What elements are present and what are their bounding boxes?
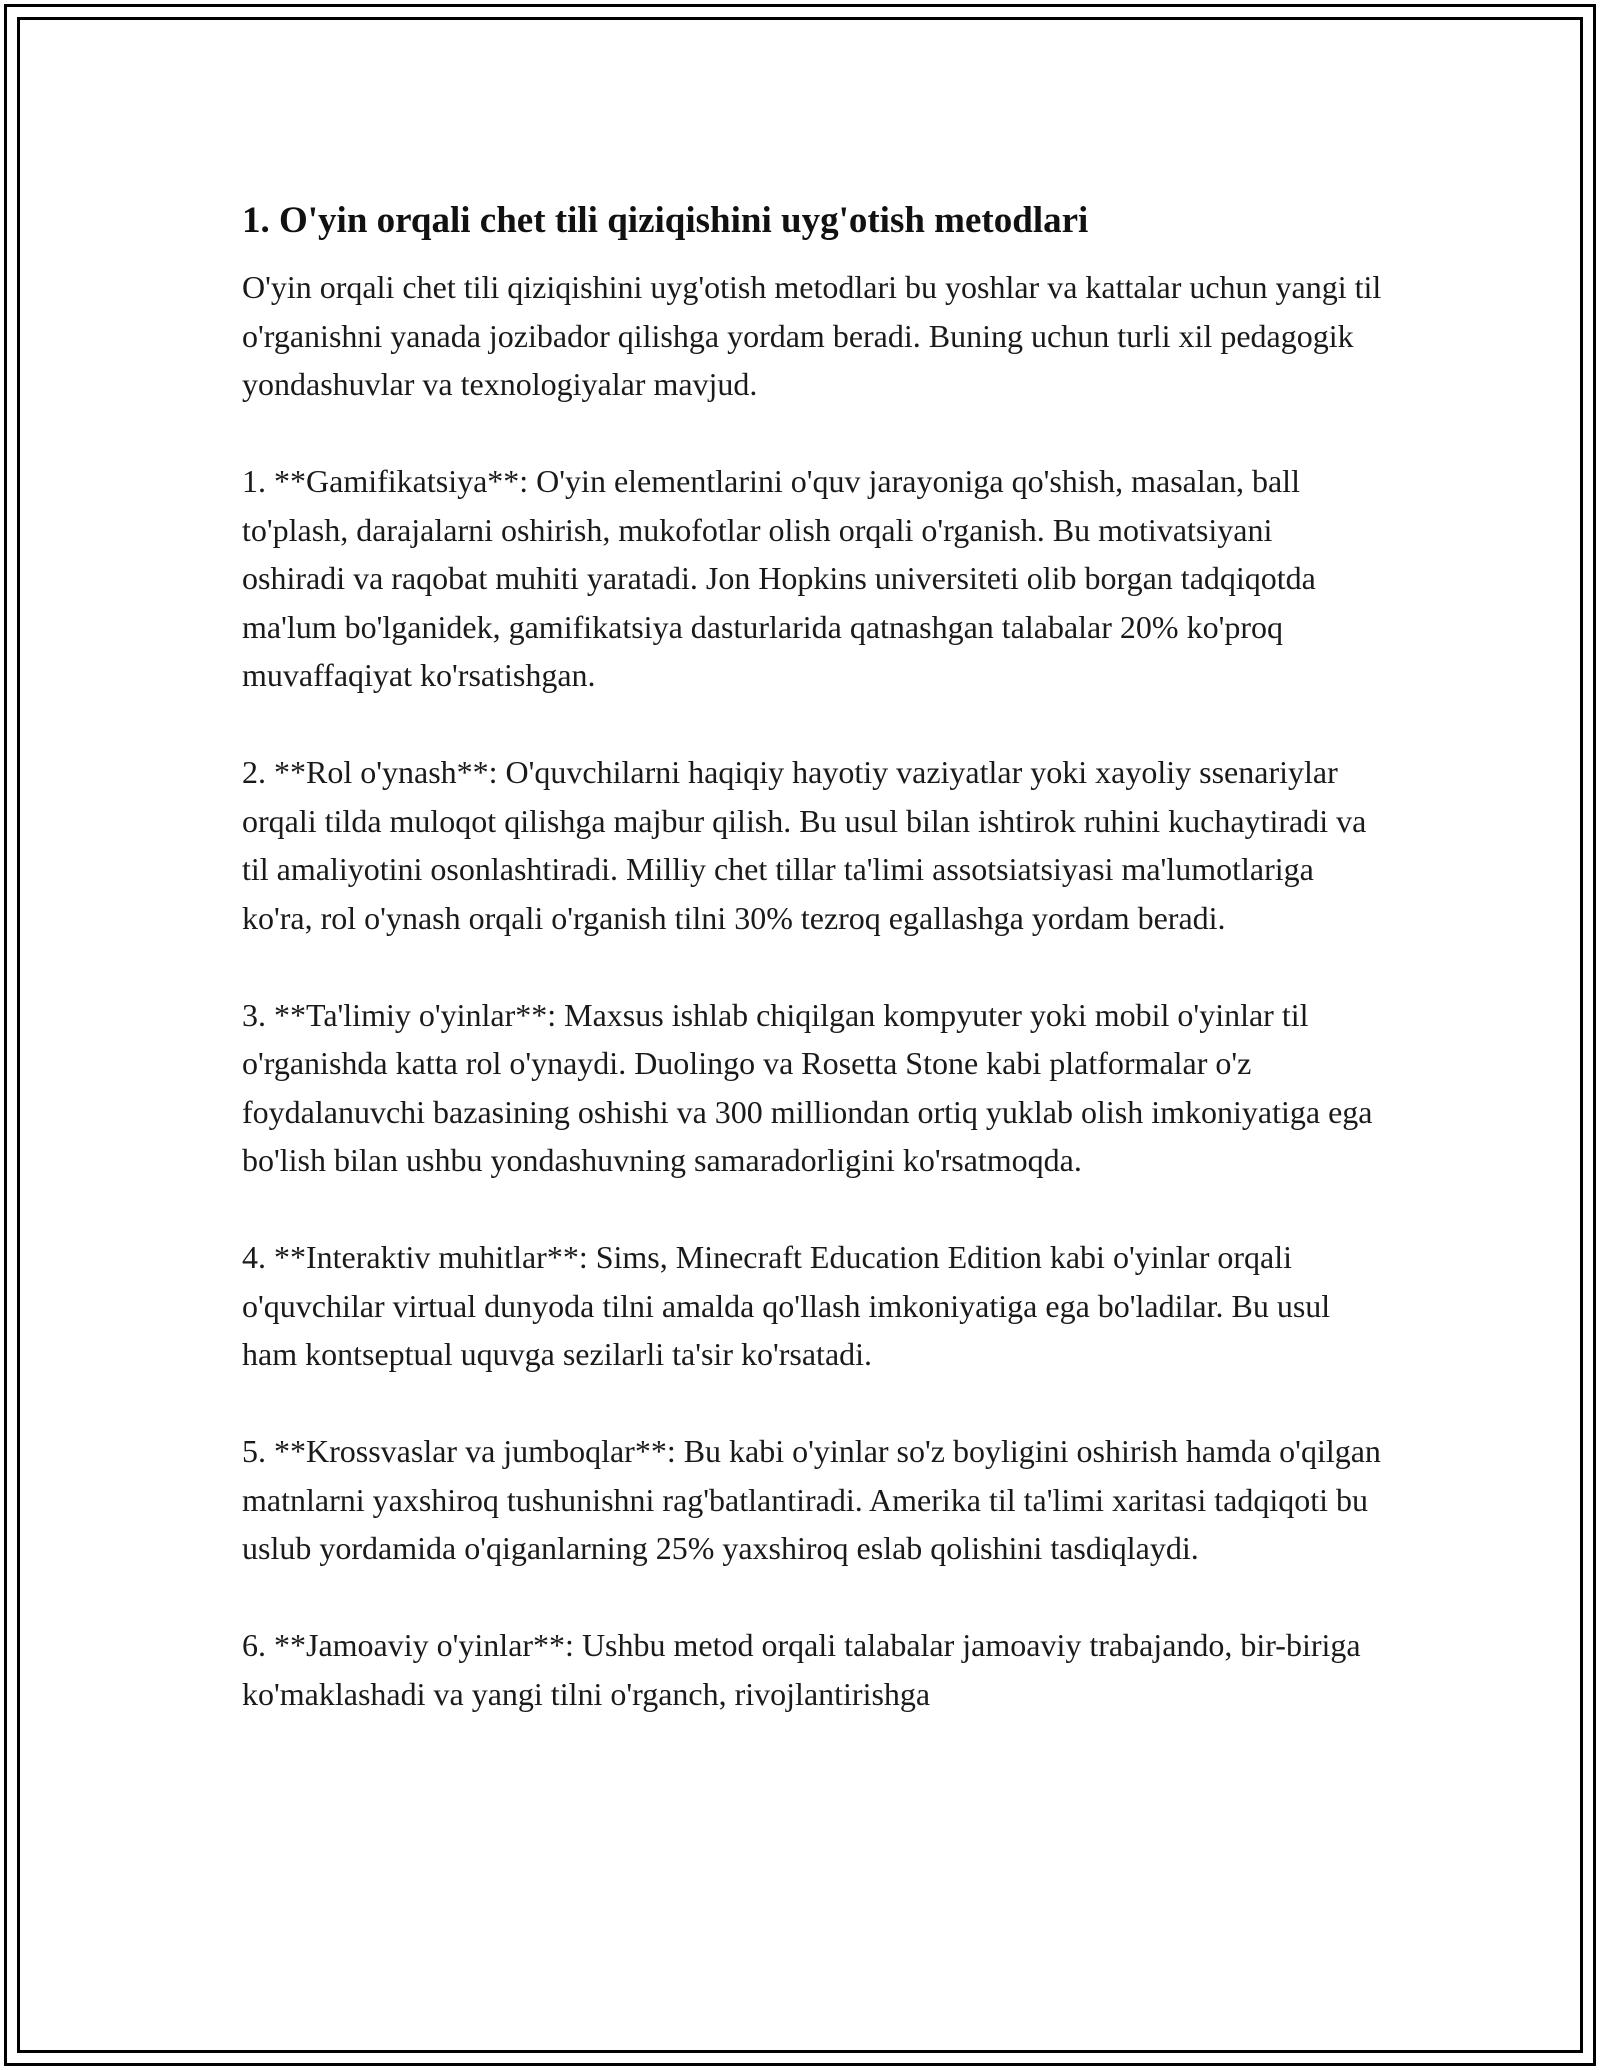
gamification-paragraph: 1. **Gamifikatsiya**: O'yin elementlarini o'quv jarayoniga qo'shish, masalan, ball to'plash, darajalarni oshirish, mukofotlar olish orqali o'rganish. Bu motivatsiyani oshiradi va raqobat muhiti yaratadi. Jon Hopkins universiteti olib borgan tadqiqotda ma'lum bo'lganidek, gamifikatsiya dasturlarida qatnashgan talabalar 20% ko'proq muvaffaqiyat ko'rsatishgan. (242, 463, 1316, 693)
crosswords-puzzles-paragraph: 5. **Krossvaslar va jumboqlar**: Bu kabi o'yinlar so'z boyligini oshirish hamda o'qilgan matnlarni yaxshiroq tushunishni rag'batlantiradi. Amerika til ta'limi xaritasi tadqiqoti bu uslub yordamida o'qiganlarning 25% yaxshiroq eslab qolishini tasdiqlaydi. (242, 1433, 1381, 1566)
page-frame (4, 4, 1596, 2066)
educational-games-paragraph: 3. **Ta'limiy o'yinlar**: Maxsus ishlab chiqilgan kompyuter yoki mobil o'yinlar til o'rganishda katta rol o'ynaydi. Duolingo va Rosetta Stone kabi platformalar o'z foydalanuvchi bazasining oshishi va 300 milliondan ortiq yuklab olish imkoniyatiga ega bo'lish bilan ushbu yondashuvning samaradorligini ko'rsatmoqda. (242, 996, 1373, 1178)
interactive-environments-paragraph: 4. **Interaktiv muhitlar**: Sims, Minecraft Education Edition kabi o'yinlar orqali o'quvchilar virtual dunyoda tilni amalda qo'llash imkoniyatiga ega bo'ladilar. Bu usul ham kontseptual uquvga sezilarli ta'sir ko'rsatadi. (242, 1239, 1331, 1372)
document-content (242, 195, 1382, 1767)
section-heading: 1. O'yin orqali chet tili qiziqishini uyg'otish metodlari (242, 200, 1089, 241)
role-play-paragraph: 2. **Rol o'ynash**: O'quvchilarni haqiqiy hayotiy vaziyatlar yoki xayoliy ssenariylar orqali tilda muloqot qilishga majbur qilish. Bu usul bilan ishtirok ruhini kuchaytiradi va til amaliyotini osonlashtiradi. Milliy chet tillar ta'limi assotsiatsiyasi ma'lumotlariga ko'ra, rol o'ynash orqali o'rganish tilni 30% tezroq egallashga yordam beradi. (242, 754, 1367, 936)
team-games-paragraph: 6. **Jamoaviy o'yinlar**: Ushbu metod orqali talabalar jamoaviy trabajando, bir-biriga ko'maklashadi va yangi tilni o'rganch, rivojlantirishga (242, 1627, 1361, 1712)
intro-paragraph: O'yin orqali chet tili qiziqishini uyg'otish metodlari bu yoshlar va kattalar uchun yangi til o'rganishni yanada jozibador qilishga yordam beradi. Buning uchun turli xil pedagogik yondashuvlar va texnologiyalar mavjud. (242, 269, 1382, 402)
